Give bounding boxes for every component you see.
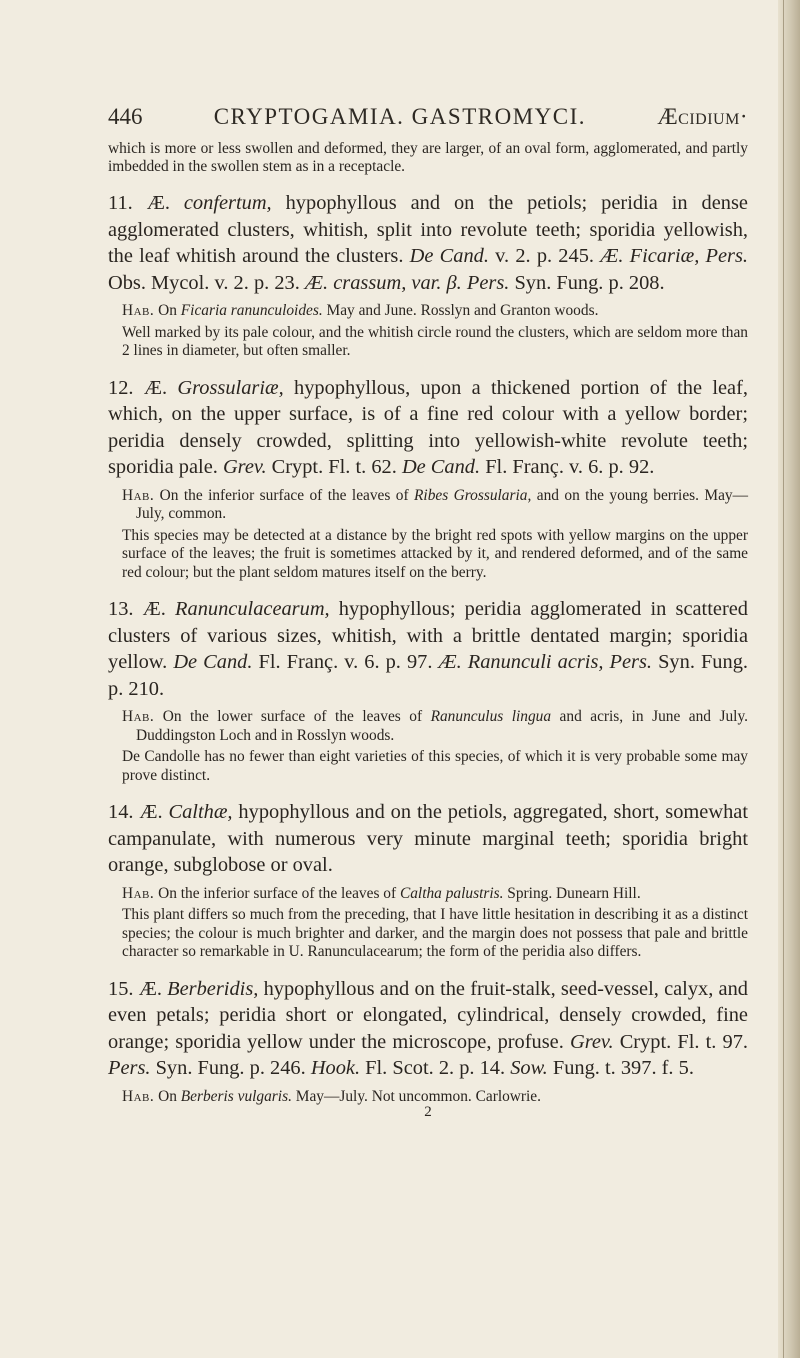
species-name: Berberidis, <box>167 977 259 1000</box>
entry-number: 14. <box>108 801 134 823</box>
habitat-text: On the inferior surface of the leaves of <box>154 486 415 504</box>
reference-author: De Cand. <box>173 651 253 673</box>
habitat-line <box>108 708 748 745</box>
host-plant: Ficaria ranunculoides. <box>180 302 323 319</box>
running-title: CRYPTOGAMIA. GASTROMYCI. <box>213 104 587 129</box>
species-entry-12 <box>108 375 748 583</box>
genus-abbrev: Æ. <box>142 598 166 620</box>
reference-text: Crypt. Fl. t. 62. <box>266 456 402 478</box>
habitat-line <box>108 885 748 904</box>
reference-text: Syn. Fung. p. 208. <box>509 271 665 294</box>
species-entry-11 <box>108 190 748 361</box>
habitat-text: and on the young berries. May—July, common. <box>136 486 748 522</box>
page-number: 446 <box>108 104 143 129</box>
running-head <box>108 104 748 130</box>
entry-number: 12. <box>108 376 134 399</box>
habitat-text: On the inferior surface of the leaves of <box>154 884 400 902</box>
reference-author: Hook. <box>310 1057 361 1079</box>
description-text: hypophyllous and on the petiols; peridia in dense agglomerated clusters, whitish, split into revolute teeth; sporidia yellowish, the leaf whitish around the clusters. <box>108 192 748 267</box>
genus-abbrev: Æ. <box>143 376 168 399</box>
reference-text: Syn. Fung. p. 246. <box>150 1057 311 1079</box>
species-entry-15 <box>108 976 748 1107</box>
reference-text: Obs. Mycol. v. 2. p. 23. <box>108 271 305 294</box>
genus-abbrev: Æ. <box>139 801 163 823</box>
host-plant: Ribes Grossularia, <box>414 486 532 504</box>
habitat-label: Hab. <box>122 302 155 319</box>
habitat-text: On <box>154 302 181 319</box>
habitat-line <box>108 302 748 321</box>
habitat-text: On the lower surface of the leaves of <box>154 708 431 725</box>
reference-author: Sow. <box>510 1057 548 1079</box>
species-description <box>108 375 748 481</box>
habitat-text: Spring. Dunearn Hill. <box>503 884 641 902</box>
habitat-text: May—July. Not uncommon. Carlowrie. <box>291 1087 541 1105</box>
reference-text: Fl. Scot. 2. p. 14. <box>360 1057 511 1079</box>
host-plant: Ranunculus lingua <box>430 708 552 725</box>
species-description <box>108 190 748 296</box>
signature-mark: 2 <box>424 1104 432 1120</box>
page-edge-shadow <box>778 0 800 1358</box>
reference-text: Fung. t. 397. f. 5. <box>547 1057 694 1079</box>
habitat-text: May and June. Rosslyn and Granton woods. <box>322 302 599 319</box>
species-note: Well marked by its pale colour, and the whitish circle round the clusters, which are seldom more than 2 lines in diameter, but often smaller. <box>122 323 748 359</box>
reference-text: Fl. Franç. v. 6. p. 97. <box>252 651 439 673</box>
habitat-line <box>108 487 748 524</box>
habitat-label: Hab. <box>122 708 155 725</box>
species-note: This plant differs so much from the preceding, that I have little hesitation in describing it as a distinct species; the colour is much brighter and darker, and the margin does not possess that pale and brittle character so remarkable in U. Ranunculacearum; the form of the peridia also differs. <box>122 906 748 960</box>
reference-author: De Cand. <box>409 245 489 267</box>
host-plant: Caltha palustris. <box>399 884 504 902</box>
reference-text: Syn. Fung. p. 210. <box>108 651 748 700</box>
species-note: This species may be detected at a distance by the bright red spots with yellow margins on the upper surface of the leaves; the fruit is sometimes attacked by it, and rendered deformed, and of the same red colour; but the plant seldom matures itself on the berry. <box>122 526 748 581</box>
reference-author: Æ. Ficariæ, Pers. <box>600 245 748 267</box>
species-entry-13 <box>108 596 748 785</box>
species-note: De Candolle has no fewer than eight varieties of this species, of which it is very probable some may prove distinct. <box>122 748 748 784</box>
habitat-label: Hab. <box>122 884 155 902</box>
species-entry-14 <box>108 799 748 962</box>
genus-abbrev: Æ. <box>138 977 162 1000</box>
habitat-label: Hab. <box>122 1087 155 1105</box>
reference-author: Pers. <box>108 1057 151 1079</box>
species-description <box>108 799 748 879</box>
entry-number: 15. <box>108 977 134 1000</box>
habitat-text: and acris, in June and July. Duddingston Loch and in Rosslyn woods. <box>136 708 748 744</box>
reference-text: Crypt. Fl. t. 97. <box>613 1030 749 1053</box>
habitat-text: On <box>154 1087 181 1105</box>
species-description <box>108 976 748 1082</box>
reference-author: Æ. Ranunculi acris, Pers. <box>438 651 653 673</box>
page-content <box>108 104 748 1121</box>
species-name: Calthæ, <box>168 801 233 823</box>
reference-author: Æ. crassum, var. β. Pers. <box>304 271 510 294</box>
page-edge-line <box>783 0 784 1358</box>
species-name: Ranunculacearum, <box>175 598 330 620</box>
description-text: hypophyllous and on the fruit-stalk, seed-vessel, calyx, and even petals; peridia short or elongated, cylindrical, densely crowded, fine orange; sporidia yellow under the microscope, profuse. <box>108 977 748 1053</box>
description-text: hypophyllous, upon a thickened portion of the leaf, which, on the upper surface, is of a fine red colour with a yellow border; peridia densely crowded, splitting into yellowish-white revolute teeth; sporidia pale. <box>108 376 748 478</box>
entry-number: 13. <box>108 598 134 620</box>
host-plant: Berberis vulgaris. <box>180 1087 292 1105</box>
reference-text: v. 2. p. 245. <box>488 245 601 267</box>
species-name: confertum, <box>183 192 272 214</box>
species-description <box>108 596 748 702</box>
reference-author: De Cand. <box>401 456 481 478</box>
description-text: hypophyllous; peridia agglomerated in scattered clusters of various sizes, whitish, with a brittle dentated margin; sporidia yellow. <box>108 598 748 673</box>
description-text: hypophyllous and on the petiols, aggregated, short, somewhat campanulate, with numerous very minute marginal teeth; sporidia bright orange, subglobose or oval. <box>108 801 748 876</box>
reference-author: Grev. <box>222 456 267 478</box>
reference-text: Fl. Franç. v. 6. p. 92. <box>480 456 655 478</box>
genus-abbrev: Æ. <box>146 192 170 214</box>
entry-number: 11. <box>108 192 133 214</box>
running-genus: Æcidium· <box>657 104 748 129</box>
species-name: Grossulariæ, <box>177 376 284 399</box>
habitat-label: Hab. <box>122 486 155 504</box>
continuation-text: which is more or less swollen and deformed, they are larger, of an oval form, agglomerated, and partly imbedded in the swollen stem as in a receptacle. <box>108 140 748 175</box>
reference-author: Grev. <box>569 1030 614 1053</box>
